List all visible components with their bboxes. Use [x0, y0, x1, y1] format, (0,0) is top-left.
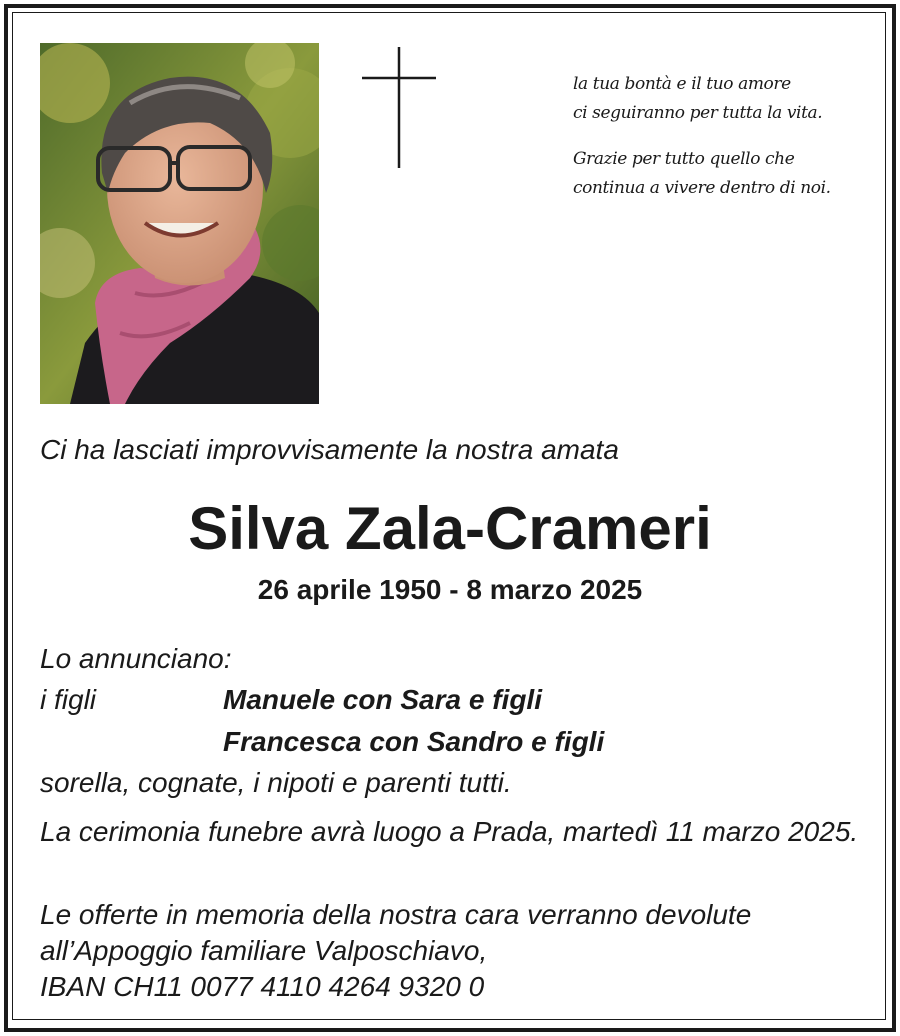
child-entry: Manuele con Sara e figli — [223, 684, 542, 715]
child-entry: Francesca con Sandro e figli — [223, 726, 605, 757]
donations-line: Le offerte in memoria della nostra cara verranno devolute — [40, 899, 752, 930]
donations-text — [40, 897, 870, 1005]
ceremony-text: La cerimonia funebre avrà luogo a Prada, martedì 11 marzo 2025. — [40, 816, 859, 847]
cross-symbol — [362, 47, 436, 168]
verse-line: Grazie per tutto quello che — [573, 149, 795, 169]
verse-stanza-1 — [573, 70, 873, 128]
relatives-text: sorella, cognate, i nipoti e parenti tutti. — [40, 767, 512, 798]
deceased-name: Silva Zala-Crameri — [188, 495, 712, 562]
verse-stanza-2 — [573, 145, 873, 203]
donations-line: all’Appoggio familiare Valposchiavo, — [40, 935, 488, 966]
announcement-heading: Lo annunciano: — [40, 643, 232, 674]
life-dates: 26 aprile 1950 - 8 marzo 2025 — [257, 574, 643, 605]
verse-line: la tua bontà e il tuo amore — [573, 74, 791, 94]
intro-text: Ci ha lasciati improvvisamente la nostra amata — [40, 434, 619, 465]
verse-line: ci seguiranno per tutta la vita. — [573, 103, 823, 123]
children-label: i figli — [40, 684, 97, 715]
verse-line: continua a vivere dentro di noi. — [573, 178, 831, 198]
iban-line: IBAN CH11 0077 4110 4264 9320 0 — [40, 971, 485, 1002]
portrait-photo — [40, 43, 319, 404]
